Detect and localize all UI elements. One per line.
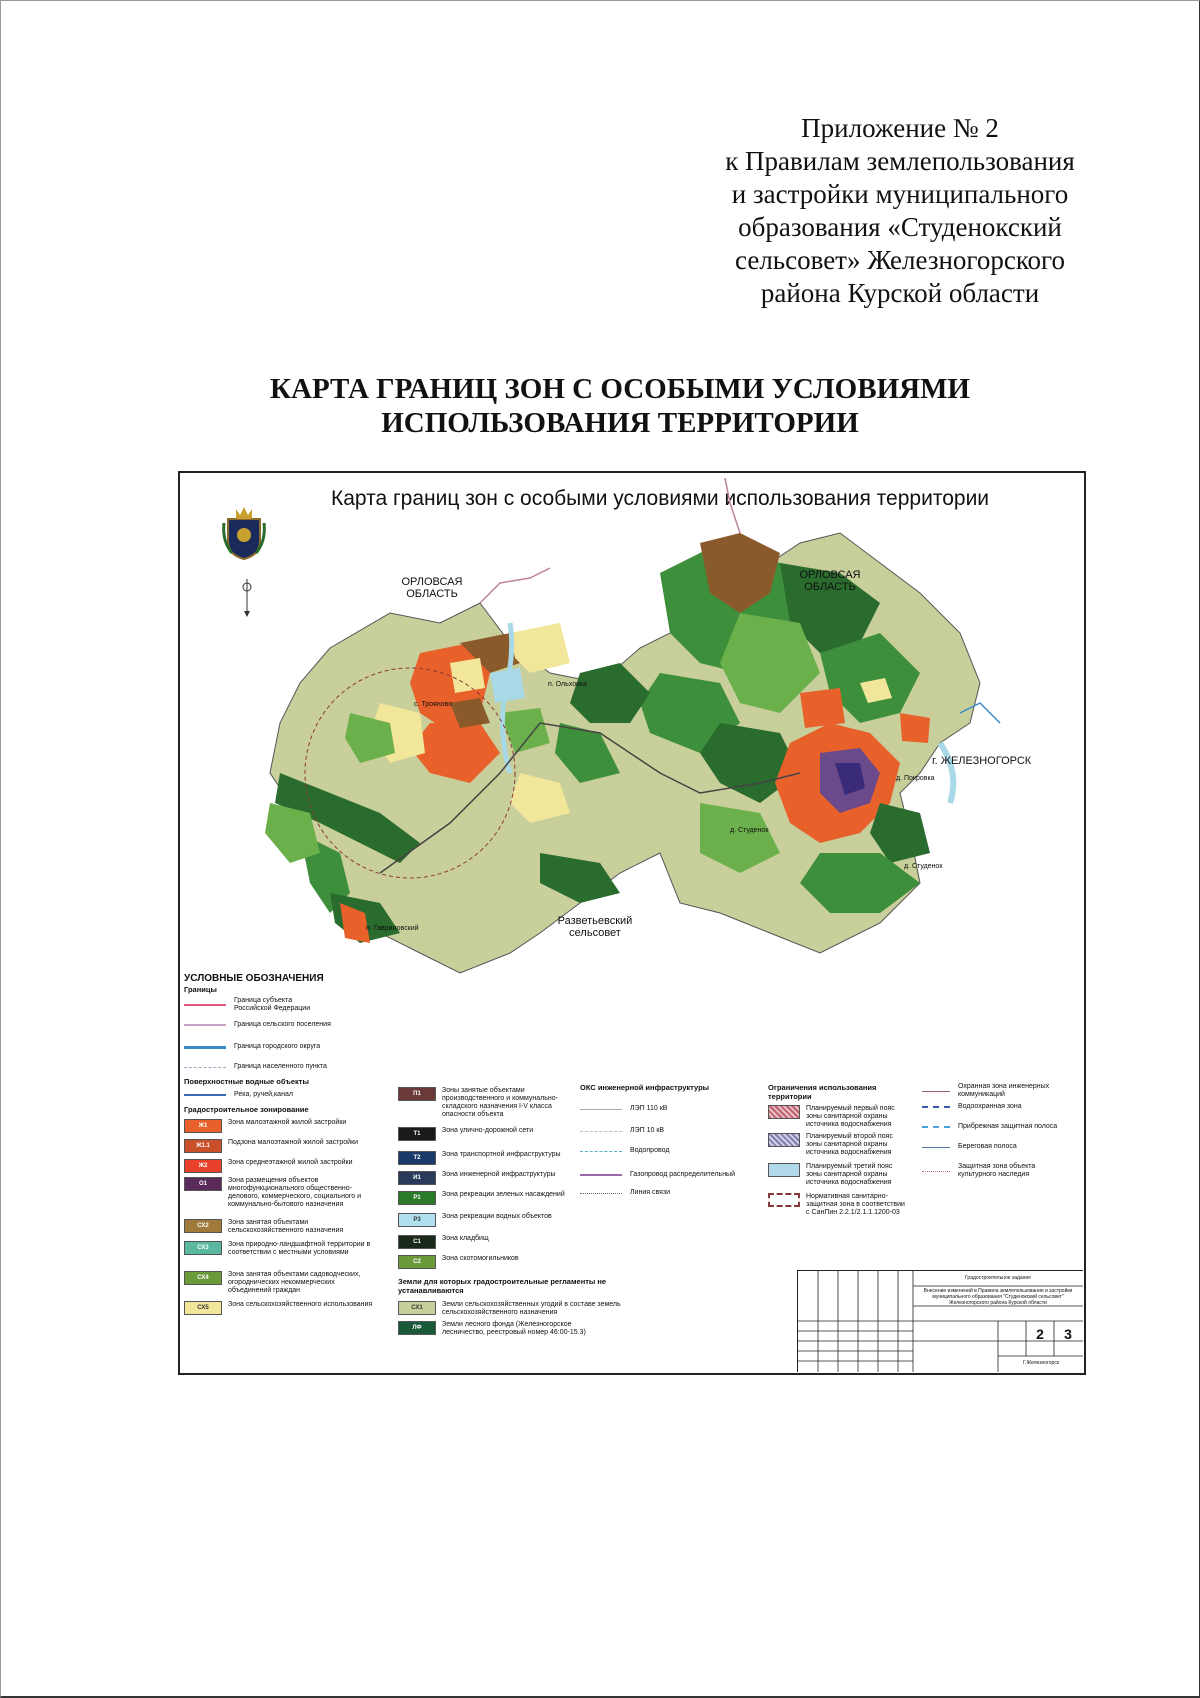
appendix-line: района Курской области: [760, 278, 1040, 308]
legend-text: Зона инженерной инфраструктуры: [442, 1171, 556, 1178]
border-line-icon: [184, 1046, 226, 1049]
stamp-city: Г.Железногорск: [1022, 1360, 1060, 1366]
zone-swatch: ЛФ: [398, 1321, 436, 1335]
district-label: [550, 915, 640, 939]
legend-text: Земли лесного фонда (Железногорское лесничество, реестровый номер 46:00-15.3): [442, 1321, 586, 1336]
legend-text: Планируемый первый пояс зоны санитарной охраны источника водоснабжения: [806, 1105, 895, 1128]
legend-zone-line-item: [922, 1103, 1068, 1111]
zone-swatch: И1: [398, 1171, 436, 1185]
legend-oks-item: [580, 1189, 740, 1197]
border-line-icon: [184, 1004, 226, 1006]
region-label-text: ОРЛОВСАЯ ОБЛАСТЬ: [401, 576, 463, 600]
legend-text: Зона природно-ландшафтной территории в соответствии с местными условиями: [228, 1241, 371, 1256]
legend-text: Прибрежная защитная полоса: [958, 1123, 1058, 1130]
region-label-text: ОРЛОВСАЯ ОБЛАСТЬ: [799, 569, 861, 593]
legend-text: Зоны занятые объектами производственного и коммунально-складского назначения I-V класса опасности объекта: [442, 1087, 558, 1118]
legend-zone-item: [398, 1255, 570, 1269]
region-label: [798, 569, 862, 593]
stamp-sheet-number: 2: [1036, 1326, 1044, 1342]
legend-zone-item: [398, 1321, 602, 1337]
legend-zone-item: [184, 1301, 378, 1315]
legend-restrict-item: [768, 1105, 906, 1129]
zone-swatch: Т1: [398, 1127, 436, 1141]
legend-text: Зона улично-дорожной сети: [442, 1127, 534, 1134]
zone-swatch: Ж1: [184, 1119, 222, 1133]
legend-zone-item: [184, 1177, 378, 1209]
legend-text: Охранная зона инженерных коммуникаций: [958, 1083, 1050, 1098]
appendix-line: образования «Студенокский: [738, 212, 1062, 242]
gas-pipe-icon: [580, 1174, 622, 1176]
legend-oks-item: [580, 1127, 740, 1135]
legend-text: Защитная зона объекта культурного наследия: [958, 1163, 1036, 1178]
legend-oks-item: [580, 1105, 740, 1113]
legend-border-item: [184, 1043, 384, 1051]
legend-title: УСЛОВНЫЕ ОБОЗНАЧЕНИЯ: [184, 973, 324, 984]
legend-section-water: Поверхностные водные объекты: [184, 1077, 309, 1086]
legend-zone-item: [184, 1159, 378, 1173]
legend-zone-line-item: [922, 1083, 1068, 1099]
restrict-swatch: [768, 1163, 800, 1177]
zoning-map: [180, 473, 1084, 1033]
appendix-line: к Правилам землепользования: [725, 146, 1075, 176]
border-line-icon: [184, 1067, 226, 1068]
zone-line-icon: [922, 1171, 950, 1172]
legend-section-no-regs: Земли для которых градостроительные регламенты не устанавливаются: [398, 1277, 607, 1295]
legend-text: Газопровод распределительный: [630, 1171, 735, 1178]
district-label-text: Разветьевский сельсовет: [557, 915, 633, 939]
legend-text: Зона занятая объектами садоводческих, огороднических некоммерческих объединений граждан: [228, 1271, 361, 1294]
legend-border-item: [184, 1021, 384, 1029]
legend-border-item: [184, 1063, 384, 1071]
legend-text: Подзона малоэтажной жилой застройки: [228, 1139, 359, 1146]
stamp-grid: [798, 1271, 1083, 1372]
zone-swatch: С1: [398, 1235, 436, 1249]
legend-restrict-item: [768, 1133, 906, 1157]
appendix-line: сельсовет» Железногорского: [735, 245, 1065, 275]
legend-text: Зона размещения объектов многофункционального общественно-делового, коммерческого, социального и коммунально-бытового назначения: [228, 1177, 361, 1208]
document-title: [200, 372, 1040, 440]
document-title-line: КАРТА ГРАНИЦ ЗОН С ОСОБЫМИ УСЛОВИЯМИ: [270, 373, 970, 405]
water-pipe-icon: [580, 1151, 622, 1152]
power-line-icon: [580, 1131, 622, 1132]
legend-text: Зона кладбищ: [442, 1235, 489, 1242]
legend-text: Нормативная санитарно-защитная зона в соответствии с СанПин 2.2.1/2.1.1.1200-03: [806, 1193, 905, 1216]
legend-zone-item: [398, 1151, 570, 1165]
region-label: [400, 576, 464, 600]
stamp-sheets-total: 3: [1064, 1326, 1072, 1342]
zone-swatch: СХ1: [398, 1301, 436, 1315]
legend-text: Граница сельского поселения: [234, 1021, 331, 1028]
settlement-label: п. Гавриловский: [366, 925, 419, 932]
legend-restrict-item: [768, 1163, 906, 1187]
legend-text: Зона занятая объектами сельскохозяйственного назначения: [228, 1219, 344, 1234]
zone-line-icon: [922, 1106, 950, 1108]
legend-text: Граница городского округа: [234, 1043, 321, 1050]
document-title-line: ИСПОЛЬЗОВАНИЯ ТЕРРИТОРИИ: [381, 407, 859, 439]
zone-swatch: СХ4: [184, 1271, 222, 1285]
restrict-swatch: [768, 1193, 800, 1207]
appendix-line: и застройки муниципального: [731, 179, 1069, 209]
title-block-stamp: [797, 1270, 1083, 1372]
city-label: г. ЖЕЛЕЗНОГОРСК: [932, 755, 1032, 767]
power-line-icon: [580, 1109, 622, 1110]
zone-line-icon: [922, 1147, 950, 1148]
legend-text: Зона транспортной инфраструктуры: [442, 1151, 561, 1158]
legend-restrict-item: [768, 1193, 906, 1217]
comm-line-icon: [580, 1193, 622, 1194]
legend-text: Граница населенного пункта: [234, 1063, 327, 1070]
legend-text: Планируемый второй пояс зоны санитарной охраны источника водоснабжения: [806, 1133, 893, 1156]
legend-text: Зона малоэтажной жилой застройки: [228, 1119, 347, 1126]
legend-zone-line-item: [922, 1163, 1068, 1179]
legend-zone-line-item: [922, 1143, 1068, 1151]
zone-swatch: Р3: [398, 1213, 436, 1227]
settlement-label: с. Трояново: [414, 701, 453, 708]
legend-zone-line-item: [922, 1123, 1068, 1131]
legend-text: Зона скотомогильников: [442, 1255, 519, 1262]
map-sheet: [178, 471, 1086, 1375]
zone-line-icon: [922, 1126, 950, 1128]
legend-section-zoning: Градостроительное зонирование: [184, 1105, 309, 1114]
legend-zone-item: [184, 1119, 378, 1133]
zone-swatch: Ж2: [184, 1159, 222, 1173]
legend-zone-item: [398, 1191, 570, 1205]
legend-text: Земли сельскохозяйственных угодий в составе земель сельскохозяйственного назначения: [442, 1301, 621, 1316]
border-line-icon: [184, 1024, 226, 1026]
legend-zone-item: [398, 1127, 570, 1141]
legend-text: Зона рекреации водных объектов: [442, 1213, 552, 1220]
legend-text: Планируемый третий пояс зоны санитарной охраны источника водоснабжения: [806, 1163, 893, 1186]
legend-text: Водоохранная зона: [958, 1103, 1022, 1110]
zone-line-icon: [922, 1091, 950, 1092]
zone-swatch: Ж1.1: [184, 1139, 222, 1153]
legend-water-item: [184, 1091, 384, 1099]
legend-zone-item: [398, 1213, 570, 1227]
legend-section-oks: ОКС инженерной инфраструктуры: [580, 1083, 710, 1092]
stamp-org: Градостроительное задание: [964, 1275, 1032, 1281]
legend-section-restrictions: Ограничения использования территории: [768, 1083, 877, 1101]
legend-zone-item: [398, 1171, 570, 1185]
zone-swatch: С2: [398, 1255, 436, 1269]
appendix-block: [660, 112, 1140, 310]
legend-text: Зона среднеэтажной жилой застройки: [228, 1159, 353, 1166]
restrict-swatch: [768, 1105, 800, 1119]
zone-swatch: Т2: [398, 1151, 436, 1165]
legend-text: Береговая полоса: [958, 1143, 1017, 1150]
zone-swatch: О1: [184, 1177, 222, 1191]
legend-text: ЛЭП 110 кВ: [630, 1105, 668, 1112]
stamp-desc: Внесение изменений в Правила землепользования и застройки муниципального образования "Студенокский сельсовет" Железногорского района Курской области: [923, 1288, 1073, 1306]
legend-oks-item: [580, 1171, 740, 1179]
zone-swatch: СХ2: [184, 1219, 222, 1233]
map-title: Карта границ зон с особыми условиями использования территории: [330, 487, 990, 510]
legend-zone-item: [398, 1235, 570, 1249]
legend-zone-item: [398, 1301, 632, 1317]
legend-text: Зона рекреации зеленых насаждений: [442, 1191, 565, 1198]
settlement-label: д. Покровка: [896, 775, 935, 782]
legend-text: Линия связи: [630, 1189, 671, 1196]
legend-section-borders: Границы: [184, 985, 217, 994]
zone-swatch: Р1: [398, 1191, 436, 1205]
settlement-label: д. Студенок: [730, 827, 769, 834]
legend-text: Зона сельскохозяйственного использования: [228, 1301, 373, 1308]
restrict-swatch: [768, 1133, 800, 1147]
legend-border-item: [184, 997, 324, 1013]
legend-text: ЛЭП 10 кВ: [630, 1127, 665, 1134]
zone-swatch: П1: [398, 1087, 436, 1101]
legend-zone-item: [184, 1219, 378, 1235]
river-line-icon: [184, 1094, 226, 1096]
settlement-label: п. Ольховка: [548, 681, 587, 688]
zone-swatch: СХ5: [184, 1301, 222, 1315]
zone-swatch: СХ3: [184, 1241, 222, 1255]
appendix-line: Приложение № 2: [801, 113, 999, 143]
settlement-label: д. Студенок: [904, 863, 943, 870]
legend-text: Река, ручей,канал: [234, 1091, 293, 1098]
legend-zone-item: [184, 1139, 378, 1153]
legend-zone-item: [184, 1241, 378, 1257]
legend-text: Водопровод: [630, 1147, 670, 1154]
legend-oks-item: [580, 1147, 740, 1155]
legend-zone-item: [184, 1271, 378, 1295]
legend-zone-item: [398, 1087, 570, 1119]
legend-text: Граница субъекта Российской Федерации: [234, 997, 311, 1012]
